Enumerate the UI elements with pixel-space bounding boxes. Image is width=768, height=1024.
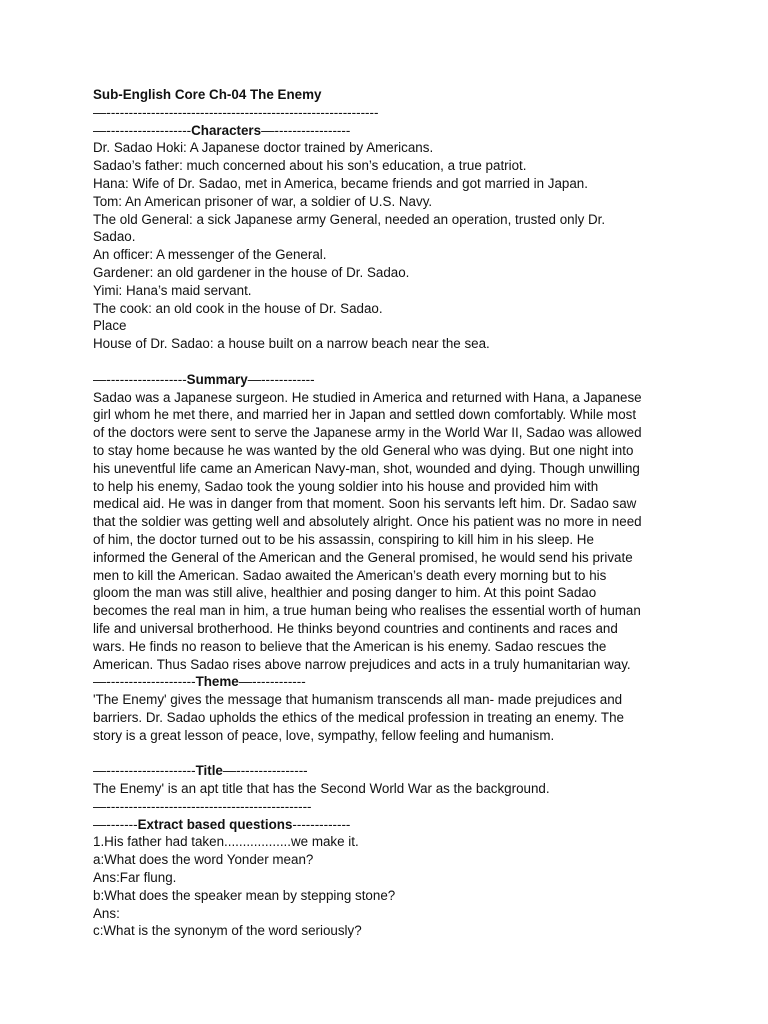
summary-line: to stay home because he was wanted by the old General who was dying. But one night into	[93, 442, 634, 458]
character-line: Place	[93, 318, 127, 334]
extract-line: 1.His father had taken..................we make it.	[93, 834, 359, 850]
extract-line: Ans:Far flung.	[93, 870, 177, 886]
extract-heading-line	[93, 816, 683, 834]
heading-suffix: —------------	[247, 371, 315, 387]
title-line: The Enemy' is an apt title that has the Second World War as the background.	[93, 781, 550, 797]
summary-line: informed the General of the American and the General promised, he would send his private	[93, 549, 633, 565]
divider-line: —-------------------------------------------------------------	[93, 104, 379, 120]
character-line: The cook: an old cook in the house of Dr. Sadao.	[93, 300, 383, 316]
document-page	[93, 86, 683, 940]
summary-line: medical aid. He was in danger from that moment. Soon his servants left him. Dr. Sadao saw	[93, 496, 637, 512]
title-heading: Title	[195, 763, 223, 779]
character-line: Sadao.	[93, 229, 136, 245]
summary-line: men to kill the American. Sadao awaited the American’s death every morning but to his	[93, 567, 607, 583]
summary-line: American. Thus Sadao rises above narrow prejudices and acts in a truly humanitarian way.	[93, 656, 631, 672]
summary-line: becomes the real man in him, a true human being who realises the essential worth of human	[93, 603, 641, 619]
extract-line: c:What is the synonym of the word seriously?	[93, 923, 362, 939]
heading-suffix: -------------	[292, 816, 351, 832]
character-line: Yimi: Hana’s maid servant.	[93, 282, 252, 298]
summary-line: that the soldier was getting well and absolutely alright. Once his patient was no more in need	[93, 514, 642, 530]
heading-prefix: —-------	[93, 816, 138, 832]
summary-line: his uneventful life came an American Navy-man, shot, wounded and dying. Though unwilling	[93, 460, 640, 476]
character-line: Sadao’s father: much concerned about his son’s education, a true patriot.	[93, 158, 527, 174]
heading-prefix: —------------------	[93, 371, 187, 387]
heading-suffix: —------------	[238, 674, 306, 690]
theme-line: 'The Enemy' gives the message that humanism transcends all man- made prejudices and	[93, 692, 623, 708]
divider-line: —----------------------------------------------	[93, 798, 312, 814]
summary-line: wars. He finds no reason to believe that the American is his enemy. Sadao rescues the	[93, 638, 607, 654]
character-line: House of Dr. Sadao: a house built on a narrow beach near the sea.	[93, 336, 490, 352]
summary-line: life and universal brotherhood. He thinks beyond countries and continents and races and	[93, 620, 618, 636]
theme-line: story is a great lesson of peace, love, sympathy, fellow feeling and humanism.	[93, 727, 555, 743]
summary-line: of him, the doctor turned out to be his assassin, conspiring to kill him in his sleep. He	[93, 531, 594, 547]
extract-line: b:What does the speaker mean by stepping stone?	[93, 887, 396, 903]
summary-heading: Summary	[186, 371, 248, 387]
character-line: Hana: Wife of Dr. Sadao, met in America, became friends and got married in Japan.	[93, 175, 588, 191]
blank-gap	[93, 353, 683, 371]
summary-line: gloom the man was still alive, healthier and posing danger to him. At this point Sadao	[93, 585, 597, 601]
extract-heading: Extract based questions	[137, 816, 293, 832]
character-line: The old General: a sick Japanese army General, needed an operation, trusted only Dr.	[93, 211, 606, 227]
blank-gap	[93, 744, 683, 762]
character-line: An officer: A messenger of the General.	[93, 247, 327, 263]
summary-line: to help his enemy, Sadao took the young soldier into his house and provided him with	[93, 478, 599, 494]
characters-heading-line	[93, 122, 683, 140]
summary-line: Sadao was a Japanese surgeon. He studied in America and returned with Hana, a Japanese	[93, 389, 642, 405]
heading-suffix: —-----------------	[261, 122, 351, 138]
heading-prefix: —--------------------	[93, 674, 196, 690]
document-title: Sub-English Core Ch-04 The Enemy	[93, 87, 322, 102]
heading-prefix: —-------------------	[93, 122, 192, 138]
character-line: Tom: An American prisoner of war, a soldier of U.S. Navy.	[93, 193, 433, 209]
theme-line: barriers. Dr. Sadao upholds the ethics of the medical profession in treating an enemy. The	[93, 709, 624, 725]
extract-line: a:What does the word Yonder mean?	[93, 852, 314, 868]
heading-suffix: —----------------	[222, 763, 308, 779]
extract-line: Ans:	[93, 905, 120, 921]
summary-line: of the doctors were sent to serve the Japanese army in the World War II, Sadao was allowed	[93, 425, 642, 441]
theme-heading-line	[93, 673, 683, 691]
character-line: Dr. Sadao Hoki: A Japanese doctor trained by Americans.	[93, 140, 434, 156]
character-line: Gardener: an old gardener in the house of Dr. Sadao.	[93, 264, 410, 280]
summary-heading-line	[93, 371, 683, 389]
characters-heading: Characters	[191, 122, 262, 138]
title-heading-line	[93, 762, 683, 780]
heading-prefix: —--------------------	[93, 763, 196, 779]
theme-heading: Theme	[195, 674, 239, 690]
summary-line: girl whom he met there, and married her in Japan and settled down comfortably. While most	[93, 407, 637, 423]
